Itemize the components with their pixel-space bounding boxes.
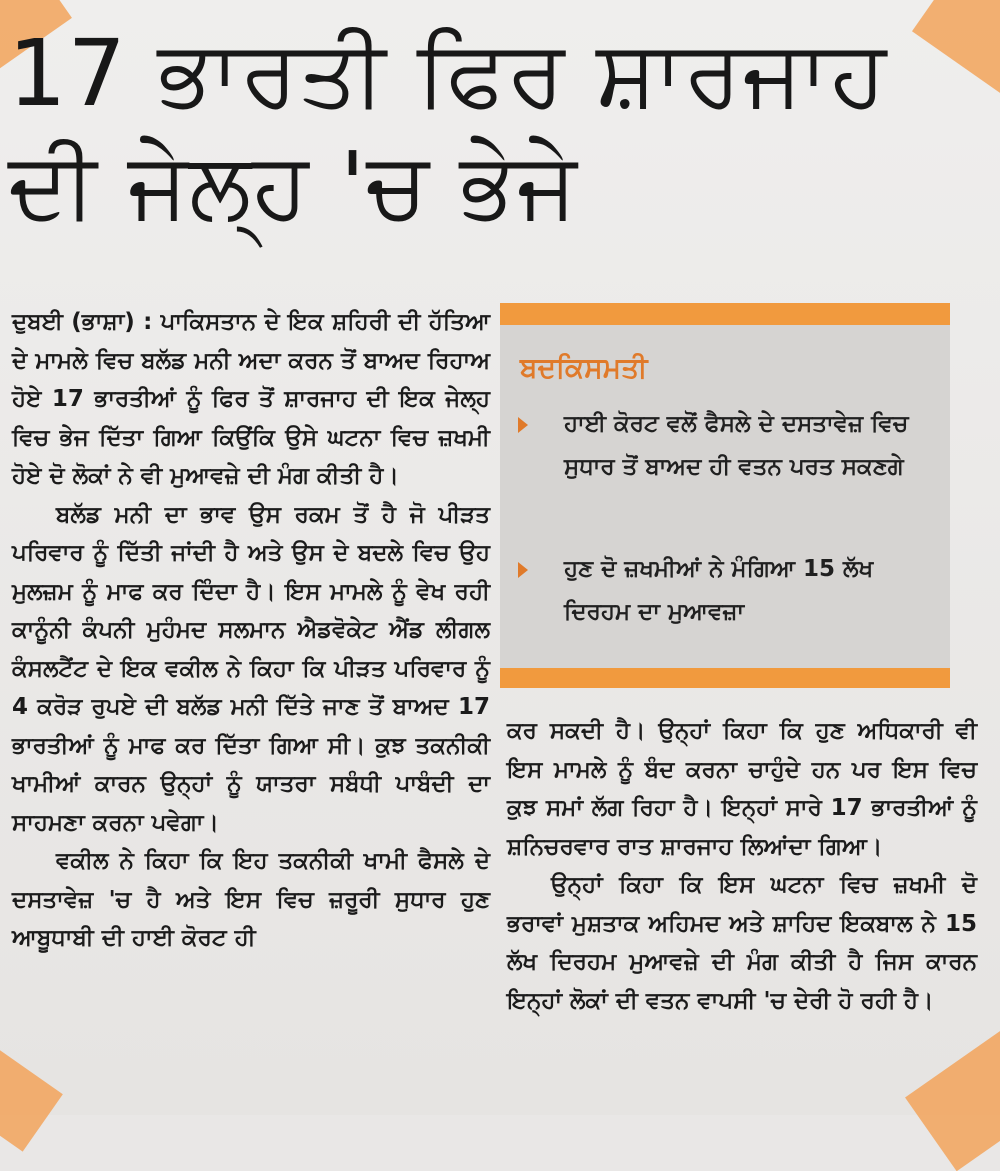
article-paragraph-4: ਉਨ੍ਹਾਂ ਕਿਹਾ ਕਿ ਇਸ ਘਟਨਾ ਵਿਚ ਜ਼ਖਮੀ ਦੋ ਭਰਾਵਾਂ ਮੁਸ਼ਤਾਕ ਅਹਿਮਦ ਅਤੇ ਸ਼ਾਹਿਦ ਇਕਬਾਲ ਨੇ 15 ਲੱਖ ਦਿਰਹਮ ਮੁਆਵਜ਼ੇ ਦੀ ਮੰਗ ਕੀਤੀ ਹੈ ਜਿਸ ਕਾਰਨ ਇਨ੍ਹਾਂ ਲੋਕਾਂ ਦੀ ਵਤਨ ਵਾਪਸੀ 'ਚ ਦੇਰੀ ਹੋ ਰਹੀ ਹੈ। xyxy=(507,872,977,1014)
box-bullet-1 xyxy=(518,403,938,489)
article-paragraph-2: ਬਲੱਡ ਮਨੀ ਦਾ ਭਾਵ ਉਸ ਰਕਮ ਤੋਂ ਹੈ ਜੋ ਪੀੜਤ ਪਰਿਵਾਰ ਨੂੰ ਦਿੱਤੀ ਜਾਂਦੀ ਹੈ ਅਤੇ ਉਸ ਦੇ ਬਦਲੇ ਵਿਚ ਉਹ ਮੁਲਜ਼ਮ ਨੂੰ ਮਾਫ ਕਰ ਦਿੰਦਾ ਹੈ। ਇਸ ਮਾਮਲੇ ਨੂੰ ਵੇਖ ਰਹੀ ਕਾਨੂੰਨੀ ਕੰਪਨੀ ਮੁਹੰਮਦ ਸਲਮਾਨ ਐਡਵੋਕੇਟ ਐਂਡ ਲੀਗਲ ਕੰਸਲਟੈਂਟ ਦੇ ਇਕ ਵਕੀਲ ਨੇ ਕਿਹਾ ਕਿ ਪੀੜਤ ਪਰਿਵਾਰ ਨੂੰ 4 ਕਰੋੜ ਰੁਪਏ ਦੀ ਬਲੱਡ ਮਨੀ ਦਿੱਤੇ ਜਾਣ ਤੋਂ ਬਾਅਦ 17 ਭਾਰਤੀਆਂ ਨੂੰ ਮਾਫ ਕਰ ਦਿੱਤਾ ਗਿਆ ਸੀ। ਕੁਝ ਤਕਨੀਕੀ ਖਾਮੀਆਂ ਕਾਰਨ ਉਨ੍ਹਾਂ ਨੂੰ ਯਾਤਰਾ ਸਬੰਧੀ ਪਾਬੰਦੀ ਦਾ ਸਾਹਮਣਾ ਕਰਨਾ ਪਵੇਗਾ। xyxy=(12,501,490,836)
article-paragraph-1 xyxy=(12,303,490,496)
article-paragraph-3: ਵਕੀਲ ਨੇ ਕਿਹਾ ਕਿ ਇਹ ਤਕਨੀਕੀ ਖਾਮੀ ਫੈਸਲੇ ਦੇ ਦਸਤਾਵੇਜ਼ 'ਚ ਹੈ ਅਤੇ ਇਸ ਵਿਚ ਜ਼ਰੂਰੀ ਸੁਧਾਰ ਹੁਣ ਆਬੂਧਾਬੀ ਦੀ ਹਾਈ ਕੋਰਟ ਹੀ xyxy=(12,848,490,951)
box-bullet-2 xyxy=(518,548,938,634)
highlight-box xyxy=(500,303,950,688)
headline-line-2: ਦੀ ਜੇਲ੍ਹ 'ਚ ਭੇਜੇ xyxy=(8,132,578,239)
bullet-arrow-icon xyxy=(518,417,528,433)
article-column-left xyxy=(12,303,490,958)
box-heading: ਬਦਕਿਸਮਤੀ xyxy=(520,351,648,384)
box-bullet-2-text: ਹੁਣ ਦੋ ਜ਼ਖਮੀਆਂ ਨੇ ਮੰਗਿਆ 15 ਲੱਖ ਦਿਰਹਮ ਦਾ ਮੁਆਵਜ਼ਾ xyxy=(564,556,874,625)
headline-line-1: 17 ਭਾਰਤੀ ਫਿਰ ਸ਼ਾਰਜਾਹ xyxy=(8,20,888,127)
dateline: ਦੁਬਈ (ਭਾਸ਼ਾ) : xyxy=(12,309,153,335)
bullet-arrow-icon xyxy=(518,562,528,578)
box-top-bar xyxy=(500,303,950,325)
article-paragraph-3-continued: ਕਰ ਸਕਦੀ ਹੈ। ਉਨ੍ਹਾਂ ਕਿਹਾ ਕਿ ਹੁਣ ਅਧਿਕਾਰੀ ਵੀ ਇਸ ਮਾਮਲੇ ਨੂੰ ਬੰਦ ਕਰਨਾ ਚਾਹੁੰਦੇ ਹਨ ਪਰ ਇਸ ਵਿਚ ਕੁਝ ਸਮਾਂ ਲੱਗ ਰਿਹਾ ਹੈ। ਇਨ੍ਹਾਂ ਸਾਰੇ 17 ਭਾਰਤੀਆਂ ਨੂੰ ਸ਼ਨਿਚਰਵਾਰ ਰਾਤ ਸ਼ਾਰਜਾਹ ਲਿਆਂਦਾ ਗਿਆ। xyxy=(507,718,977,860)
paragraph-1-text: ਪਾਕਿਸਤਾਨ ਦੇ ਇਕ ਸ਼ਹਿਰੀ ਦੀ ਹੱਤਿਆ ਦੇ ਮਾਮਲੇ ਵਿਚ ਬਲੱਡ ਮਨੀ ਅਦਾ ਕਰਨ ਤੋਂ ਬਾਅਦ ਰਿਹਾਅ ਹੋਏ 17 ਭਾਰਤੀਆਂ ਨੂੰ ਫਿਰ ਤੋਂ ਸ਼ਾਰਜਾਹ ਦੀ ਇਕ ਜੇਲ੍ਹ ਵਿਚ ਭੇਜ ਦਿੱਤਾ ਗਿਆ ਕਿਉਂਕਿ ਉਸੇ ਘਟਨਾ ਵਿਚ ਜ਼ਖਮੀ ਹੋਏ ਦੋ ਲੋਕਾਂ ਨੇ ਵੀ ਮੁਆਵਜ਼ੇ ਦੀ ਮੰਗ ਕੀਤੀ ਹੈ। xyxy=(12,309,490,489)
headline xyxy=(8,18,988,242)
box-bottom-bar xyxy=(500,668,950,688)
article-column-right xyxy=(507,712,977,1020)
tape-bottom-left xyxy=(0,1048,63,1151)
box-bullet-1-text: ਹਾਈ ਕੋਰਟ ਵਲੋਂ ਫੈਸਲੇ ਦੇ ਦਸਤਾਵੇਜ਼ ਵਿਚ ਸੁਧਾਰ ਤੋਂ ਬਾਅਦ ਹੀ ਵਤਨ ਪਰਤ ਸਕਣਗੇ xyxy=(564,411,909,480)
tape-bottom-right xyxy=(905,1029,1000,1171)
